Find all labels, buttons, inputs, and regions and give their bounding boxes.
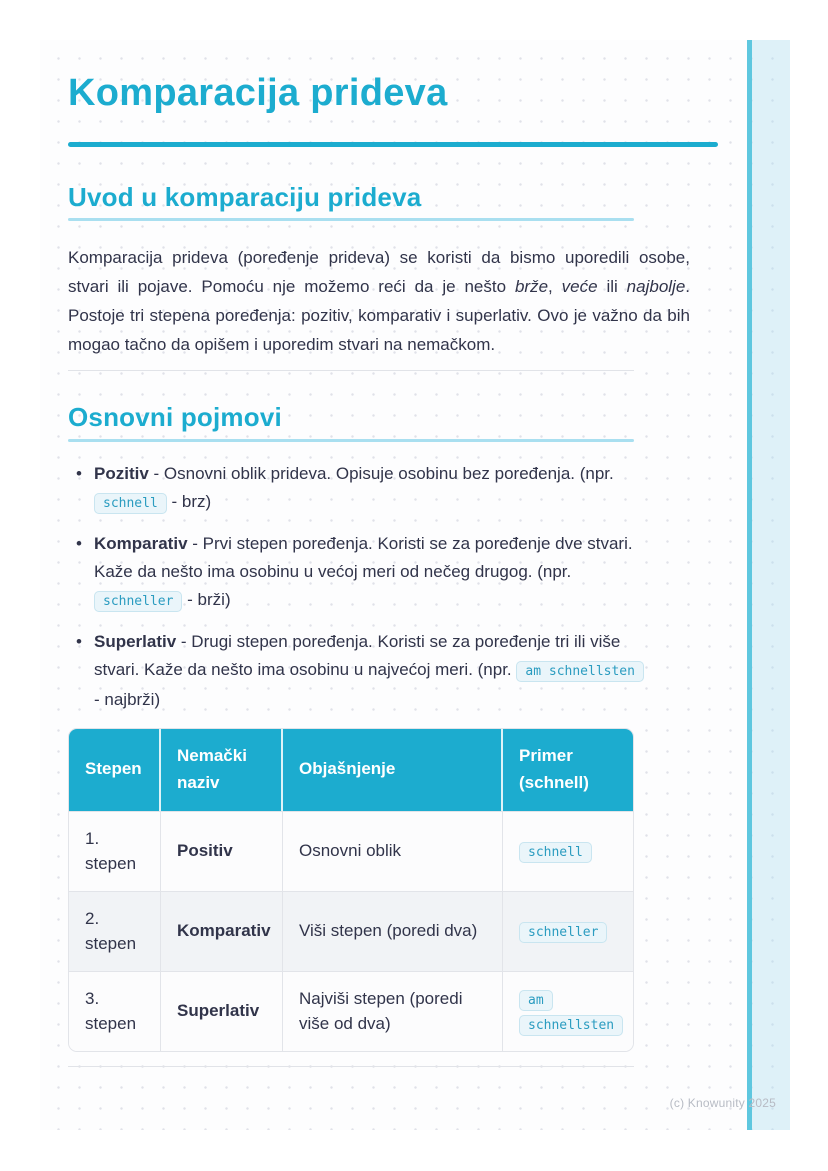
bullet-text: - Prvi stepen poređenja. Koristi se za poređenje dve stvari. Kaže da nešto ima osobinu u većoj meri od nečeg drugog. (npr. (94, 533, 633, 581)
list-item-komparativ (68, 530, 652, 616)
table-header-objasnjenje: Objašnjenje (283, 729, 503, 811)
heading-underline (68, 218, 634, 221)
bullet-text: - najbrži) (94, 689, 161, 709)
bottom-divider (68, 1066, 634, 1067)
cell-primer (503, 971, 634, 1051)
document-content (68, 40, 718, 1067)
cell-naziv: Positiv (161, 811, 283, 891)
cell-primer (503, 811, 634, 891)
italic-word: veće (561, 277, 598, 296)
table-header-stepen: Stepen (69, 729, 161, 811)
cell-objasnjenje: Viši stepen (poredi dva) (283, 891, 503, 971)
table-row (69, 891, 634, 971)
cell-stepen: 2. stepen (69, 891, 161, 971)
inline-code-chip: schnell (94, 493, 167, 514)
section-heading-uvod: Uvod u komparaciju prideva (68, 181, 422, 212)
term-label: Superlativ (94, 631, 177, 651)
cell-primer (503, 891, 634, 971)
table-header-row (69, 729, 634, 811)
bullet-text: - Osnovni oblik prideva. Opisuje osobinu bez poređenja. (npr. (148, 463, 614, 483)
bullet-text: - brži) (182, 589, 231, 609)
inline-code-chip: am schnellsten (516, 661, 644, 682)
bullet-dot-icon: • (76, 533, 82, 553)
notes-sheet (40, 40, 790, 1130)
cell-stepen: 3. stepen (69, 971, 161, 1051)
bullet-text: - brz) (166, 491, 212, 511)
bullet-dot-icon: • (76, 463, 82, 483)
table-header-primer: Primer (schnell) (503, 729, 634, 811)
comparison-table-wrapper (68, 728, 634, 1052)
page-title: Komparacija prideva (68, 72, 448, 114)
inline-code-chip: schneller (519, 922, 607, 943)
term-label: Komparativ (94, 533, 188, 553)
intro-text: . Postoje tri stepena poređenja: pozitiv, komparativ i superlativ. Ovo je važno da bih mogao tačno da opišem i uporedim stvari na nemačkom. (68, 277, 691, 354)
bullet-text: - Drugi stepen poređenja. Koristi se za poređenje tri ili više stvari. Kaže da nešto ima osobinu u najvećoj meri. (npr. (94, 631, 621, 679)
intro-text: Komparacija prideva (poređenje prideva) se koristi da bismo uporedili osobe, stvari ili pojave. Pomoću nje možemo reći da je nešto (68, 248, 690, 296)
inline-code-chip: am schnellsten (519, 990, 623, 1037)
concept-list (68, 460, 652, 714)
section-divider (68, 370, 634, 371)
italic-word: brže (514, 277, 549, 296)
inline-code-chip: schnell (519, 842, 592, 863)
cell-naziv: Superlativ (161, 971, 283, 1051)
list-item-pozitiv (68, 460, 652, 518)
list-item-superlativ (68, 628, 652, 714)
comparison-table (69, 729, 634, 1051)
cell-naziv: Komparativ (161, 891, 283, 971)
page-edge-stripe (747, 40, 790, 1130)
section-heading-pojmovi: Osnovni pojmovi (68, 402, 282, 432)
title-rule (68, 142, 718, 147)
cell-objasnjenje: Najviši stepen (poredi više od dva) (283, 971, 503, 1051)
heading-underline (68, 439, 634, 442)
intro-text: , (548, 277, 562, 296)
cell-objasnjenje: Osnovni oblik (283, 811, 503, 891)
cell-stepen: 1. stepen (69, 811, 161, 891)
footer-credit: (c) Knowunity 2025 (669, 1096, 776, 1110)
table-row (69, 971, 634, 1051)
bullet-dot-icon: • (76, 631, 82, 651)
intro-paragraph (68, 243, 690, 359)
table-row (69, 811, 634, 891)
intro-text: ili (597, 277, 627, 296)
term-label: Pozitiv (94, 463, 149, 483)
italic-word: najbolje (626, 277, 686, 296)
table-header-nemacki-naziv: Nemački naziv (161, 729, 283, 811)
inline-code-chip: schneller (94, 591, 182, 612)
